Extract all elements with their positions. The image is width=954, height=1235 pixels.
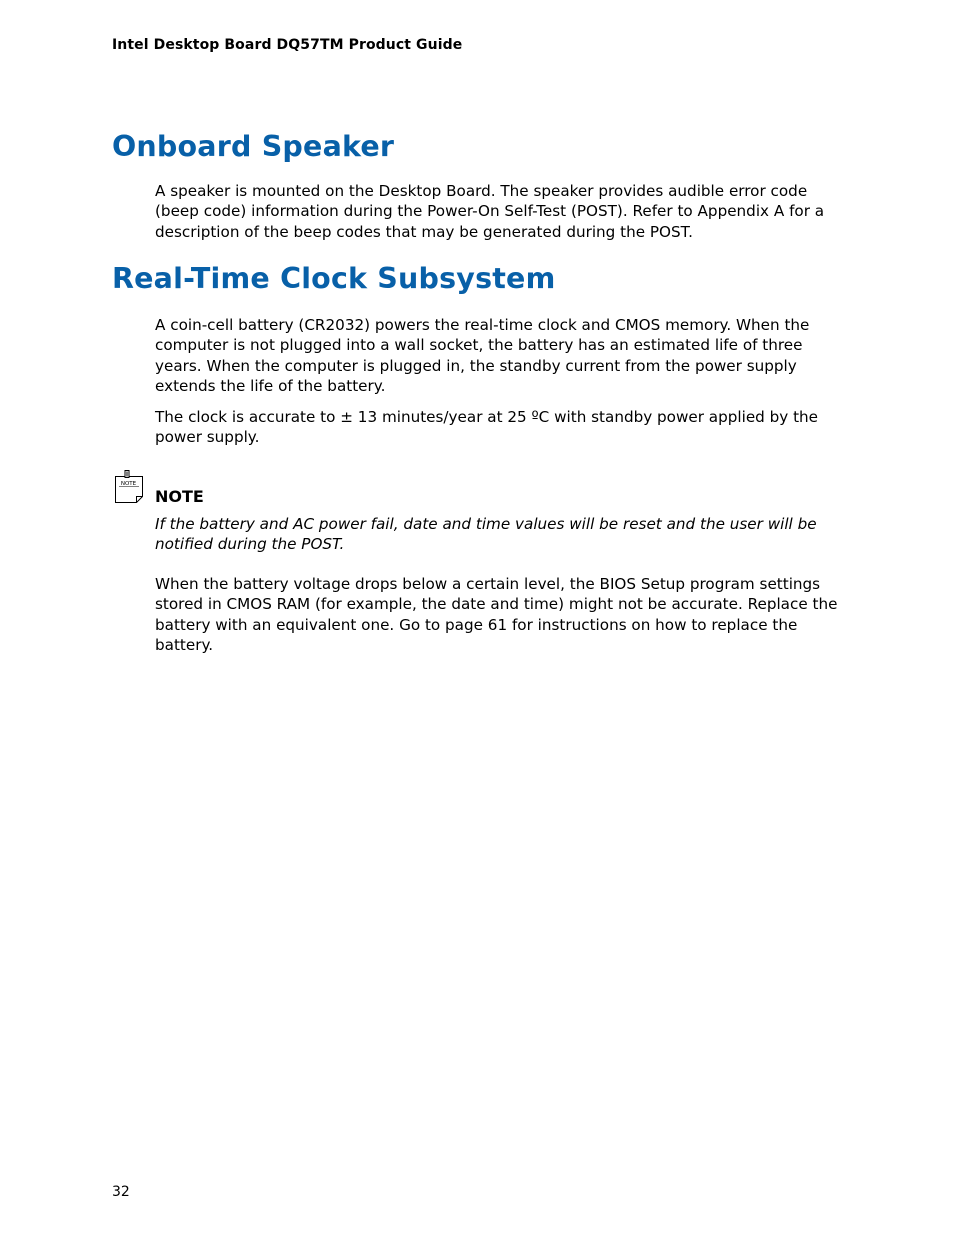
paragraph-speaker: A speaker is mounted on the Desktop Board. The speaker provides audible error code (beep code) information during the Power-On Self-Test (POST). Refer to Appendix A for a description of the beep codes that may be generated during the POST. [155,182,825,241]
paragraph-battery: A coin-cell battery (CR2032) powers the real-time clock and CMOS memory. When the computer is not plugged into a wall socket, the battery has an estimated life of three years. When the computer is plugged in, the standby current from the power supply extends the life of the battery. [155,316,810,395]
note-heading: NOTE [155,487,204,506]
running-header: Intel Desktop Board DQ57TM Product Guide [112,37,463,53]
note-icon-label: NOTE [120,481,137,487]
page-number: 32 [112,1184,130,1200]
paragraph-battery-voltage: When the battery voltage drops below a certain level, the BIOS Setup program settings stored in CMOS RAM (for example, the date and time) might not be accurate. Replace the battery with an equivalent one. Go to page 61 for instructions on how to replace the battery. [155,575,838,654]
note-body: If the battery and AC power fail, date and time values will be reset and the user will be notified during the POST. [155,515,817,554]
section-title-real-time-clock: Real-Time Clock Subsystem [112,262,556,295]
paragraph-clock-accuracy: The clock is accurate to ± 13 minutes/year at 25 ºC with standby power applied by the power supply. [155,408,819,447]
note-icon [114,470,146,504]
section-title-onboard-speaker: Onboard Speaker [112,130,395,163]
